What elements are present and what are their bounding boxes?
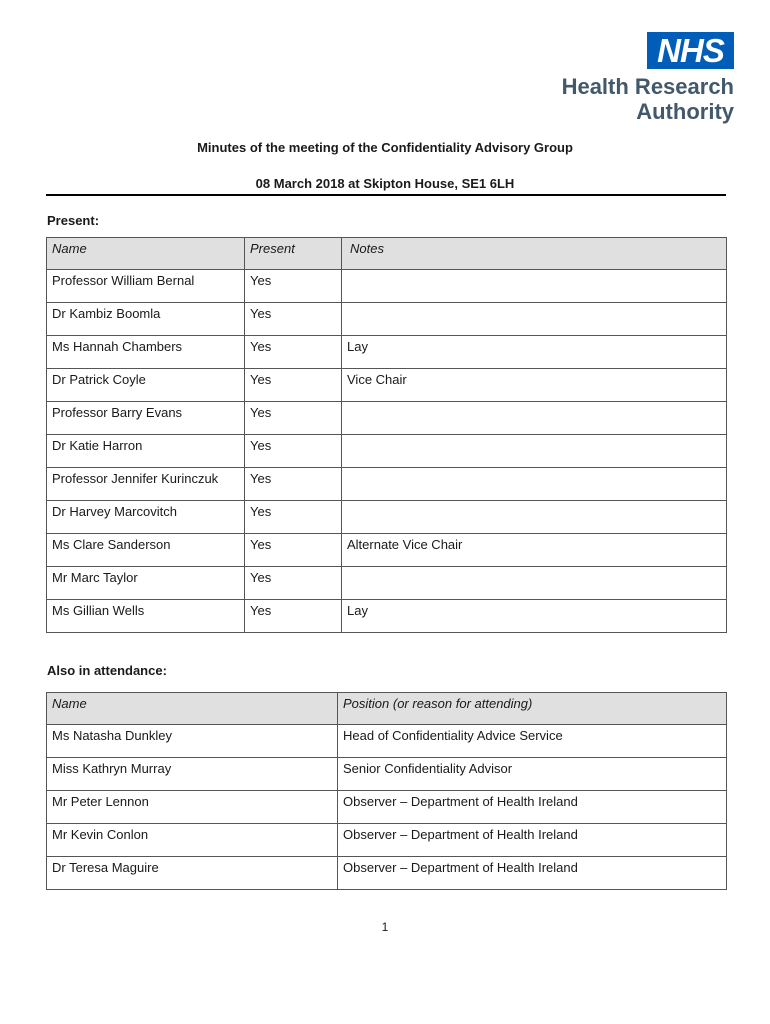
cell-present: Yes xyxy=(245,336,342,369)
table-row xyxy=(47,824,727,857)
cell-position: Senior Confidentiality Advisor xyxy=(338,758,727,791)
table-row xyxy=(47,468,727,501)
cell-notes xyxy=(342,402,727,435)
cell-position: Observer – Department of Health Ireland xyxy=(338,791,727,824)
header-notes: Notes xyxy=(342,238,727,270)
cell-present: Yes xyxy=(245,468,342,501)
table-row xyxy=(47,270,727,303)
title-divider xyxy=(46,194,726,196)
cell-notes xyxy=(342,270,727,303)
cell-present: Yes xyxy=(245,402,342,435)
cell-name: Professor Barry Evans xyxy=(47,402,245,435)
cell-notes xyxy=(342,435,727,468)
page-number: 1 xyxy=(381,920,389,934)
cell-position: Head of Confidentiality Advice Service xyxy=(338,725,727,758)
cell-name: Miss Kathryn Murray xyxy=(47,758,338,791)
header-name: Name xyxy=(47,238,245,270)
table-header-row xyxy=(47,693,727,725)
present-label: Present: xyxy=(47,213,100,228)
attendance-label: Also in attendance: xyxy=(47,663,167,678)
cell-notes xyxy=(342,303,727,336)
cell-present: Yes xyxy=(245,270,342,303)
table-row xyxy=(47,402,727,435)
cell-present: Yes xyxy=(245,369,342,402)
table-row xyxy=(47,567,727,600)
table-row xyxy=(47,336,727,369)
cell-present: Yes xyxy=(245,435,342,468)
cell-present: Yes xyxy=(245,303,342,336)
attendance-table xyxy=(46,692,727,890)
table-row xyxy=(47,369,727,402)
cell-name: Professor William Bernal xyxy=(47,270,245,303)
table-row xyxy=(47,725,727,758)
table-row xyxy=(47,758,727,791)
document-subtitle: 08 March 2018 at Skipton House, SE1 6LH xyxy=(255,176,515,191)
cell-name: Mr Marc Taylor xyxy=(47,567,245,600)
cell-present: Yes xyxy=(245,534,342,567)
table-row xyxy=(47,857,727,890)
cell-name: Ms Gillian Wells xyxy=(47,600,245,633)
table-row xyxy=(47,435,727,468)
cell-notes: Lay xyxy=(342,336,727,369)
present-table xyxy=(46,237,727,633)
cell-notes: Alternate Vice Chair xyxy=(342,534,727,567)
cell-name: Dr Katie Harron xyxy=(47,435,245,468)
cell-name: Ms Hannah Chambers xyxy=(47,336,245,369)
cell-present: Yes xyxy=(245,600,342,633)
cell-name: Professor Jennifer Kurinczuk xyxy=(47,468,245,501)
cell-name: Dr Patrick Coyle xyxy=(47,369,245,402)
cell-notes xyxy=(342,468,727,501)
table-row xyxy=(47,534,727,567)
cell-notes: Vice Chair xyxy=(342,369,727,402)
document-title: Minutes of the meeting of the Confidentiality Advisory Group xyxy=(197,140,573,155)
cell-notes xyxy=(342,567,727,600)
cell-name: Dr Teresa Maguire xyxy=(47,857,338,890)
cell-name: Dr Kambiz Boomla xyxy=(47,303,245,336)
cell-name: Dr Harvey Marcovitch xyxy=(47,501,245,534)
table-row xyxy=(47,501,727,534)
header-position: Position (or reason for attending) xyxy=(338,693,727,725)
header-name: Name xyxy=(47,693,338,725)
cell-present: Yes xyxy=(245,501,342,534)
table-row xyxy=(47,791,727,824)
table-row xyxy=(47,600,727,633)
nhs-badge-text: NHS xyxy=(657,32,724,69)
cell-notes: Lay xyxy=(342,600,727,633)
cell-name: Mr Peter Lennon xyxy=(47,791,338,824)
table-header-row xyxy=(47,238,727,270)
cell-name: Mr Kevin Conlon xyxy=(47,824,338,857)
cell-notes xyxy=(342,501,727,534)
org-name-line2: Authority xyxy=(636,99,734,124)
cell-position: Observer – Department of Health Ireland xyxy=(338,857,727,890)
cell-present: Yes xyxy=(245,567,342,600)
cell-name: Ms Clare Sanderson xyxy=(47,534,245,567)
header-present: Present xyxy=(245,238,342,270)
nhs-badge xyxy=(647,32,734,69)
cell-name: Ms Natasha Dunkley xyxy=(47,725,338,758)
org-name-line1: Health Research xyxy=(561,74,734,99)
table-row xyxy=(47,303,727,336)
cell-position: Observer – Department of Health Ireland xyxy=(338,824,727,857)
